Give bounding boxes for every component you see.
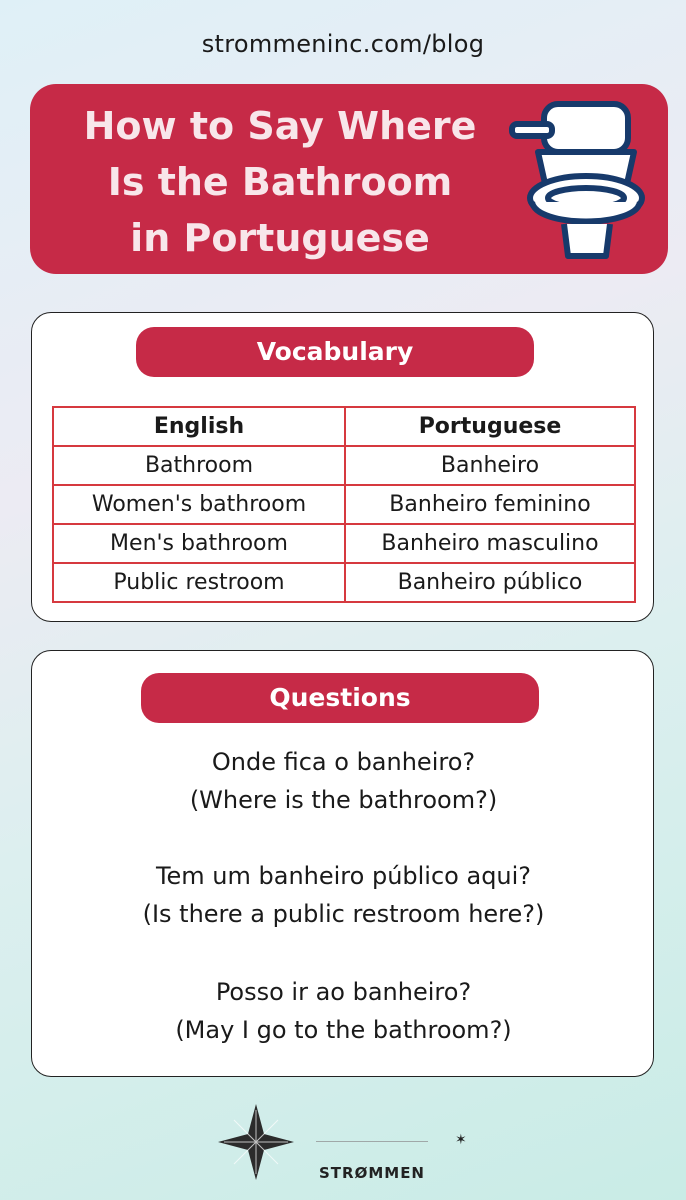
star-logo-icon <box>218 1104 294 1180</box>
question-item <box>32 973 655 1049</box>
portuguese-cell: Banheiro <box>345 446 635 485</box>
vocabulary-heading: Vocabulary <box>136 327 534 377</box>
question-english: (May I go to the bathroom?) <box>175 1016 512 1044</box>
small-star-icon: ✶ <box>455 1132 467 1148</box>
english-cell: Public restroom <box>53 563 345 602</box>
footer-divider <box>316 1141 428 1142</box>
table-row <box>53 446 635 485</box>
brand-name: STRØMMEN <box>319 1164 425 1182</box>
toilet-icon <box>506 98 656 264</box>
question-english: (Where is the bathroom?) <box>189 786 498 814</box>
english-cell: Bathroom <box>53 446 345 485</box>
column-header-english: English <box>53 407 345 446</box>
vocabulary-card <box>31 312 654 622</box>
question-english: (Is there a public restroom here?) <box>142 900 545 928</box>
portuguese-cell: Banheiro feminino <box>345 485 635 524</box>
blog-url: strommeninc.com/blog <box>201 30 485 58</box>
table-row <box>53 563 635 602</box>
portuguese-cell: Banheiro público <box>345 563 635 602</box>
question-portuguese: Posso ir ao banheiro? <box>215 978 472 1006</box>
english-cell: Men's bathroom <box>53 524 345 563</box>
question-item <box>32 743 655 819</box>
question-portuguese: Onde fica o banheiro? <box>211 748 476 776</box>
vocabulary-table <box>52 406 636 603</box>
question-item <box>32 857 655 933</box>
portuguese-cell: Banheiro masculino <box>345 524 635 563</box>
title-line: in Portuguese <box>130 216 430 260</box>
title-line: How to Say Where <box>83 104 477 148</box>
column-header-portuguese: Portuguese <box>345 407 635 446</box>
title-banner <box>30 84 668 274</box>
questions-card <box>31 650 654 1077</box>
table-row <box>53 524 635 563</box>
questions-heading: Questions <box>141 673 539 723</box>
title-line: Is the Bathroom <box>107 160 453 204</box>
page-title <box>60 98 500 266</box>
table-header-row <box>53 407 635 446</box>
english-cell: Women's bathroom <box>53 485 345 524</box>
question-portuguese: Tem um banheiro público aqui? <box>155 862 532 890</box>
table-row <box>53 485 635 524</box>
